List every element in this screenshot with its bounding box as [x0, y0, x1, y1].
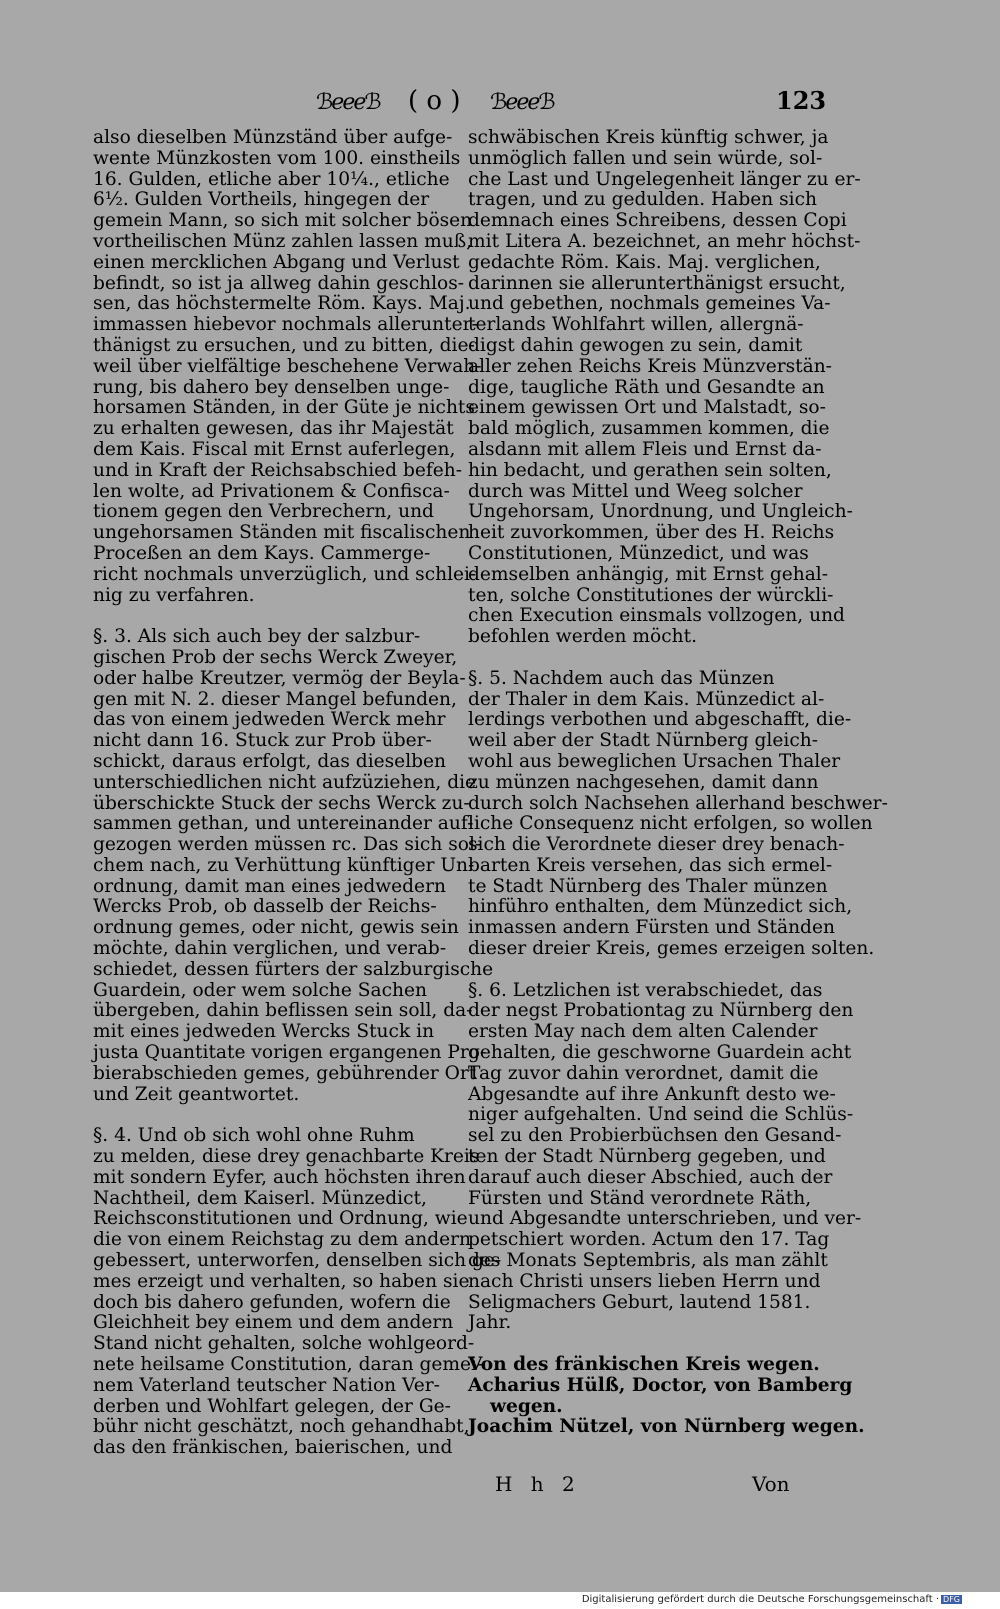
left-text-line: 16. Gulden, etliche aber 10¼., etliche	[93, 168, 450, 190]
left-text-line: Stand nicht gehalten, solche wohlgeord-	[93, 1333, 475, 1355]
left-paragraph-gap	[93, 1105, 449, 1126]
left-text-line: immassen hiebevor nochmals allerunter-	[93, 314, 478, 336]
left-text-line: doch bis dahero gefunden, wofern die	[93, 1291, 451, 1313]
left-text-line: unterschiedlichen nicht aufzüziehen, die	[93, 771, 477, 793]
right-text-line: und gebethen, nochmals gemeines Va-	[468, 293, 831, 315]
left-text-line: gischen Prob der sechs Werck Zweyer,	[93, 646, 458, 668]
left-text-line: horsamen Ständen, in der Güte je nichts	[93, 397, 475, 419]
left-text-line: möchte, dahin verglichen, und verab-	[93, 938, 447, 960]
right-text-line: gedachte Röm. Kais. Maj. verglichen,	[468, 251, 821, 273]
left-text-line: len wolte, ad Privationem & Confisca-	[93, 480, 450, 502]
right-text-line: unmöglich fallen und sein würde, sol-	[468, 147, 823, 169]
left-text-line: bühr nicht geschätzt, noch gehandhabt,	[93, 1416, 470, 1438]
left-text-line: weil über vielfältige beschehene Verwah-	[93, 355, 482, 377]
right-text-line: lerdings verbothen und abgeschafft, die-	[468, 709, 852, 731]
right-text-line: durch solch Nachsehen allerhand beschwer-	[468, 792, 888, 814]
left-text-line: befindt, so ist ja allweg dahin geschlos-	[93, 272, 465, 294]
page-number: 123	[776, 86, 827, 115]
digitization-credit	[582, 1594, 962, 1605]
left-text-line: Reichsconstitutionen und Ordnung, wie	[93, 1208, 468, 1230]
left-text-line: zu erhalten gewesen, das ihr Majestät	[93, 418, 454, 440]
left-text-line: thänigst zu ersuchen, und zu bitten, die-	[93, 334, 475, 356]
right-text-line: weil aber der Stadt Nürnberg gleich-	[468, 730, 818, 752]
right-text-line: mit Litera A. bezeichnet, an mehr höchst-	[468, 230, 861, 252]
right-text-line: chen Execution einsmals vollzogen, und	[468, 605, 845, 627]
left-text-line: derben und Wohlfart gelegen, der Ge-	[93, 1395, 451, 1417]
left-text-line: nete heilsame Constitution, daran gemei-	[93, 1354, 484, 1376]
right-text-line: bald möglich, zusammen kommen, die	[468, 418, 830, 440]
right-text-line: schwäbischen Kreis künftig schwer, ja	[468, 127, 829, 148]
right-text-line: sich die Verordnete dieser drey benach-	[468, 834, 845, 856]
left-text-line: ungehorsamen Ständen mit fiscalischen	[93, 522, 471, 544]
right-text-line: alsdann mit allem Fleis und Ernst da-	[468, 438, 822, 460]
page-marker: ( o )	[408, 86, 461, 116]
right-text-line: hinführo enthalten, dem Münzedict sich,	[468, 896, 853, 918]
right-text-line: tragen, und zu gedulden. Haben sich	[468, 189, 817, 211]
left-text-line: übergeben, dahin beflissen sein soll, da-	[93, 1000, 473, 1022]
right-text-line: darauf auch dieser Abschied, auch der	[468, 1166, 833, 1188]
right-text-line: demselben anhängig, mit Ernst gehal-	[468, 563, 829, 585]
signature-line-2: Joachim Nützel, von Nürnberg wegen.	[468, 1416, 865, 1438]
left-text-line: Guardein, oder wem solche Sachen	[93, 979, 427, 1001]
right-text-line: terlands Wohlfahrt willen, allergnä-	[468, 314, 804, 336]
left-text-line: vortheilischen Münz zahlen lassen muß,	[93, 230, 473, 252]
left-text-line: gezogen werden müssen rc. Das sich sol-	[93, 834, 482, 856]
right-text-line: ten, solche Constitutiones der würckli-	[468, 584, 834, 606]
header-ornament-left: ℬℯℯℯℬ	[316, 90, 380, 115]
left-text-line: also dieselben Münzständ über aufge-	[93, 127, 453, 148]
left-text-line: die von einem Reichstag zu dem andern	[93, 1229, 472, 1251]
left-text-line: und Zeit geantwortet.	[93, 1083, 300, 1105]
left-text-line: 6½. Gulden Vortheils, hingegen der	[93, 189, 430, 211]
left-text-line: Wercks Prob, ob dasselb der Reichs-	[93, 896, 437, 918]
right-text-line: sel zu den Probierbüchsen den Gesand-	[468, 1125, 842, 1147]
left-text-line: das von einem jedweden Werck mehr	[93, 709, 446, 731]
right-text-line: einem gewissen Ort und Malstadt, so-	[468, 397, 826, 419]
right-text-line: te Stadt Nürnberg des Thaler münzen	[468, 875, 828, 897]
right-paragraph-gap	[468, 648, 828, 669]
left-text-line: rung, bis dahero bey denselben unge-	[93, 376, 450, 398]
right-text-line: der negst Probationtag zu Nürnberg den	[468, 1000, 854, 1022]
right-text-line: demnach eines Schreibens, dessen Copi	[468, 210, 847, 232]
signature-line-1: Acharius Hülß, Doctor, von Bamberg	[468, 1374, 853, 1396]
left-text-line: justa Quantitate vorigen ergangenen Pro-	[93, 1042, 487, 1064]
right-text-line: Abgesandte auf ihre Ankunft desto we-	[468, 1083, 836, 1105]
left-text-line: mit eines jedweden Wercks Stuck in	[93, 1021, 435, 1043]
left-text-line: §. 4. Und ob sich wohl ohne Ruhm	[93, 1125, 415, 1147]
left-text-line: nicht dann 16. Stuck zur Prob über-	[93, 730, 432, 752]
right-text-line: der Thaler in dem Kais. Münzedict al-	[468, 688, 825, 710]
left-text-line: einen mercklichen Abgang und Verlust	[93, 251, 460, 273]
right-text-line: zu münzen nachgesehen, damit dann	[468, 771, 819, 793]
right-text-line: aller zehen Reichs Kreis Münzverstän-	[468, 355, 832, 377]
left-text-line: oder halbe Kreutzer, vermög der Beyla-	[93, 667, 466, 689]
right-text-line: Constitutionen, Münzedict, und was	[468, 542, 809, 564]
left-text-line: Gleichheit bey einem und dem andern	[93, 1312, 454, 1334]
left-paragraph-gap	[93, 606, 449, 627]
left-text-line: gen mit N. 2. dieser Mangel befunden,	[93, 688, 457, 710]
right-text-line: Ungehorsam, Unordnung, und Ungleich-	[468, 501, 853, 523]
right-column-lines	[468, 127, 888, 1334]
left-text-line: gebessert, unterworfen, denselben sich ge-	[93, 1250, 502, 1272]
right-text-column	[468, 127, 888, 1438]
dfg-logo-icon: DFG	[943, 1594, 960, 1604]
left-text-line: chem nach, zu Verhüttung künftiger Un-	[93, 854, 475, 876]
left-text-line: dem Kais. Fiscal mit Ernst auferlegen,	[93, 438, 456, 460]
right-text-line: und Abgesandte unterschrieben, und ver-	[468, 1208, 862, 1230]
signature-heading: Von des fränkischen Kreis wegen.	[468, 1354, 820, 1376]
right-text-line: §. 5. Nachdem auch das Münzen	[468, 667, 775, 689]
right-text-line: inmassen andern Fürsten und Ständen	[468, 917, 835, 939]
left-text-line: überschickte Stuck der sechs Werck zu-	[93, 792, 470, 814]
left-text-line: §. 3. Als sich auch bey der salzbur-	[93, 626, 421, 648]
right-text-line: Fürsten und Ständ verordnete Räth,	[468, 1187, 812, 1209]
right-paragraph-gap	[468, 960, 828, 981]
right-text-line: Seligmachers Geburt, lautend 1581.	[468, 1291, 811, 1313]
left-text-line: sammen gethan, und untereinander auf-	[93, 813, 474, 835]
right-text-line: §. 6. Letzlichen ist verabschiedet, das	[468, 979, 823, 1001]
left-text-line: bierabschieden gemes, gebührender Ort	[93, 1062, 477, 1084]
right-text-line: ten der Stadt Nürnberg gegeben, und	[468, 1146, 826, 1168]
right-text-line: gehalten, die geschworne Guardein acht	[468, 1042, 852, 1064]
right-text-line: dieser dreier Kreis, gemes erzeigen solten.	[468, 938, 875, 960]
right-text-line: niger aufgehalten. Und seind die Schlüs-	[468, 1104, 854, 1126]
left-text-line: zu melden, diese drey genachbarte Kreis	[93, 1146, 480, 1168]
right-text-line: durch was Mittel und Weeg solcher	[468, 480, 803, 502]
signature-line-1-continued: wegen.	[490, 1395, 563, 1417]
left-text-line: richt nochmals unverzüglich, und schlei-	[93, 563, 477, 585]
right-text-line: digst dahin gewogen zu sein, damit	[468, 334, 803, 356]
credit-text: Digitalisierung gefördert durch die Deutsche Forschungsgemeinschaft ·	[581, 1594, 940, 1605]
signature-gap	[468, 1334, 828, 1355]
right-text-line: nach Christi unsers lieben Herrn und	[468, 1270, 821, 1292]
right-text-line: petschiert worden. Actum den 17. Tag	[468, 1229, 830, 1251]
left-text-line: und in Kraft der Reichsabschied befeh-	[93, 459, 463, 481]
right-text-line: Jahr.	[468, 1312, 512, 1334]
right-text-line: dige, taugliche Räth und Gesandte an	[468, 376, 825, 398]
left-text-line: ordnung gemes, oder nicht, gewis sein	[93, 917, 459, 939]
signature-mark: H h 2	[495, 1472, 581, 1496]
right-text-line: hin bedacht, und gerathen sein solten,	[468, 459, 832, 481]
left-text-line: Proceßen an dem Kays. Cammerge-	[93, 542, 431, 564]
page-header	[0, 84, 1000, 124]
left-text-line: schiedet, dessen fürters der salzburgische	[93, 958, 494, 980]
left-text-line: nig zu verfahren.	[93, 584, 255, 606]
left-text-line: nem Vaterland teutscher Nation Ver-	[93, 1374, 440, 1396]
right-text-line: che Last und Ungelegenheit länger zu er-	[468, 168, 861, 190]
catchword: Von	[752, 1472, 790, 1496]
left-text-line: mit sondern Eyfer, auch höchsten ihren	[93, 1166, 466, 1188]
left-text-line: wente Münzkosten vom 100. einstheils	[93, 147, 461, 169]
right-text-line: darinnen sie allerunterthänigst ersucht,	[468, 272, 846, 294]
right-text-line: liche Consequenz nicht erfolgen, so wollen	[468, 813, 873, 835]
left-text-line: schickt, daraus erfolgt, das dieselben	[93, 750, 447, 772]
left-text-line: Nachtheil, dem Kaiserl. Münzedict,	[93, 1187, 427, 1209]
left-text-line: mes erzeigt und verhalten, so haben sie	[93, 1270, 470, 1292]
right-text-line: des Monats Septembris, als man zählt	[468, 1250, 828, 1272]
right-text-line: befohlen werden möcht.	[468, 626, 697, 648]
right-text-line: ersten May nach dem alten Calender	[468, 1021, 818, 1043]
right-text-line: barten Kreis versehen, das sich ermel-	[468, 854, 833, 876]
left-text-line: das den fränkischen, baierischen, und	[93, 1437, 453, 1459]
header-ornament-right: ℬℯℯℯℬ	[490, 90, 554, 115]
left-text-line: gemein Mann, so sich mit solcher bösen	[93, 210, 473, 232]
left-text-line: tionem gegen den Verbrechern, und	[93, 501, 434, 523]
left-text-line: ordnung, damit man eines jedwedern	[93, 875, 446, 897]
left-text-line: sen, das höchstermelte Röm. Kays. Maj.	[93, 293, 471, 315]
right-text-line: wohl aus beweglichen Ursachen Thaler	[468, 750, 841, 772]
right-text-line: heit zuvorkommen, über des H. Reichs	[468, 522, 835, 544]
right-text-line: Tag zuvor dahin verordnet, damit die	[468, 1062, 819, 1084]
